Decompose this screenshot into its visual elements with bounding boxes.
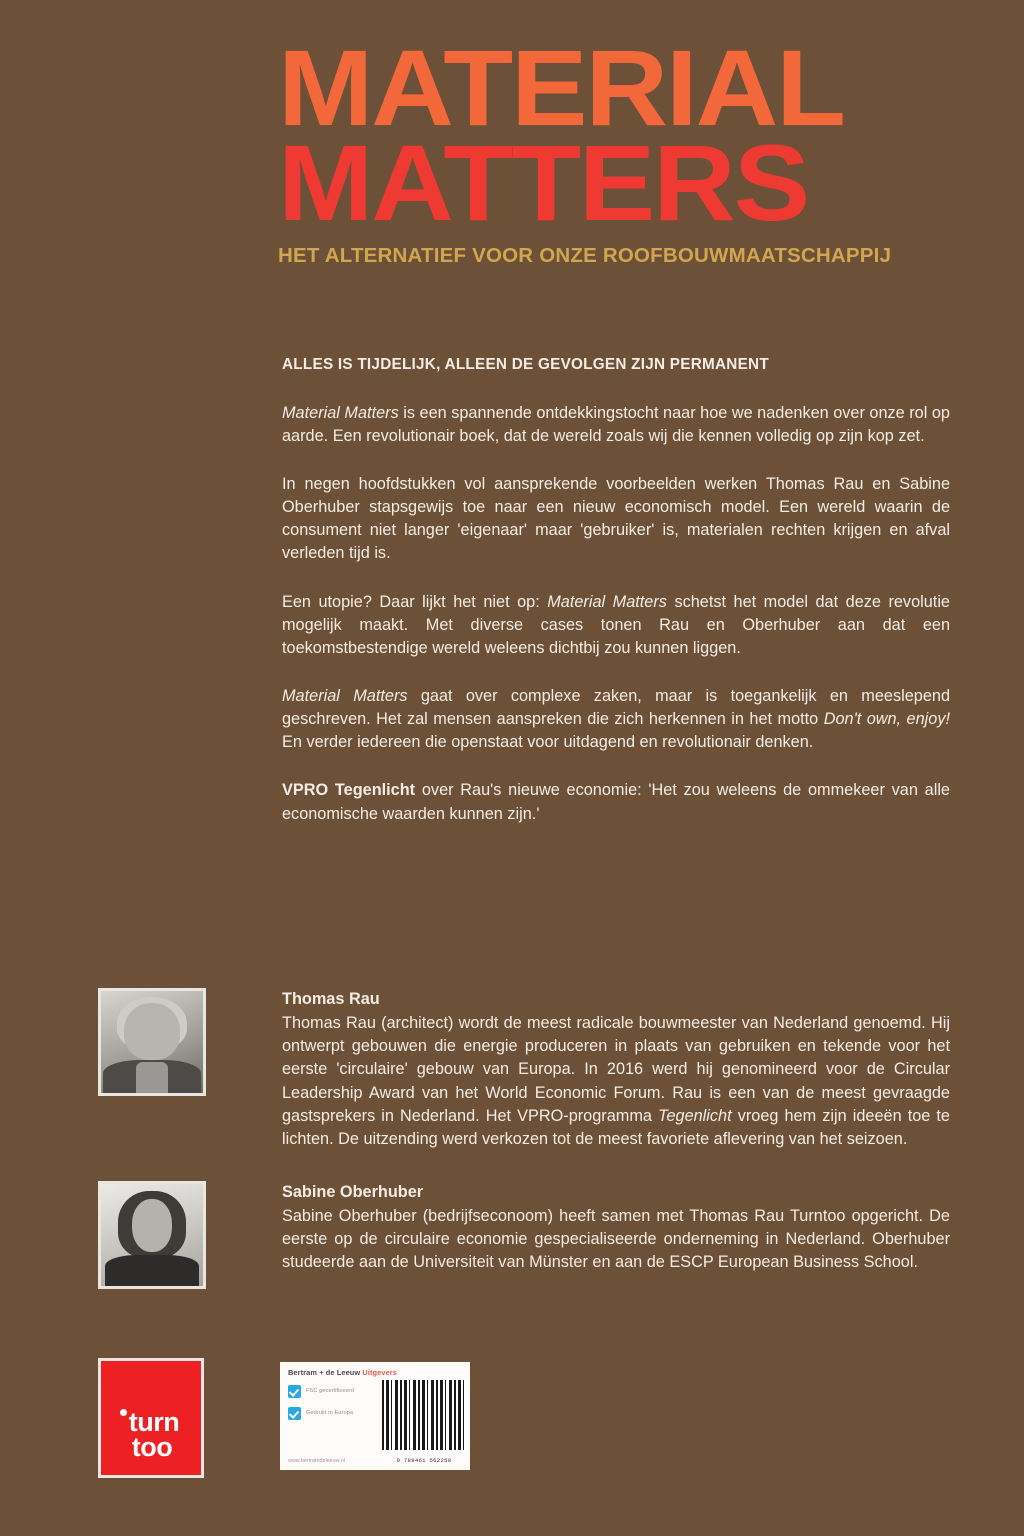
- turntoo-logo: [98, 1358, 204, 1478]
- blurb-paragraph: Material Matters is een spannende ontdekkingstocht naar hoe we nadenken over onze rol op aarde. Een revolutionair boek, dat de wereld zoals wij die kennen volledig op zijn kop zet.: [282, 403, 950, 445]
- author-photo-frame: [98, 1181, 206, 1289]
- blurb-paragraph: Een utopie? Daar lijkt het niet op: Material Matters schetst het model dat deze revolutie mogelijk maakt. Met diverse cases tonen Rau en Oberhuber aan dat een toekomstbestendige wereld weleens dichtbij zou kunnen liggen.: [282, 592, 950, 657]
- barcode-digits: 9 789461 562258: [396, 1457, 452, 1464]
- publisher-name-text: Bertram + de Leeuw: [288, 1368, 361, 1377]
- check-badge-icon: [288, 1407, 301, 1420]
- author-bio-text: [282, 1181, 950, 1275]
- cover-subtitle: HET ALTERNATIEF VOOR ONZE ROOFBOUWMAATSCHAPPIJ: [278, 243, 892, 267]
- author-name: Sabine Oberhuber: [282, 1182, 424, 1201]
- author-bio-thomas-rau: [98, 988, 950, 1151]
- publisher-url: www.bertramdeleeuw.nl: [288, 1458, 345, 1464]
- turntoo-logo-field: [101, 1361, 201, 1475]
- eco-label: Gedrukt in Europa: [306, 1410, 354, 1416]
- author-bio-paragraph: Sabine Oberhuber (bedrijfseconoom) heeft samen met Thomas Rau Turntoo opgericht. De eerste op de circulaire economie gespecialiseerde onderneming in Nederland. Oberhuber studeerde aan de Universiteit van Münster en aan de ESCP European Business School.: [282, 1207, 950, 1272]
- publisher-name: [288, 1368, 462, 1377]
- publisher-imprint-text: Uitgevers: [362, 1368, 397, 1377]
- cover-footer: [98, 1358, 950, 1482]
- blurb-paragraph: VPRO Tegenlicht over Rau's nieuwe economie: 'Het zou weleens de ommekeer van alle economische waarden kunnen zijn.': [282, 781, 950, 823]
- check-badge-icon: [288, 1385, 301, 1398]
- eco-label: FSC gecertificeerd: [306, 1388, 355, 1394]
- author-name: Thomas Rau: [282, 990, 380, 1008]
- publisher-barcode-block: [280, 1362, 470, 1470]
- blurb-tagline: ALLES IS TIJDELIJK, ALLEEN DE GEVOLGEN ZIJN PERMANENT: [282, 356, 769, 373]
- portrait-thomas-rau-icon: [101, 991, 203, 1093]
- title-line-material: MATERIAL: [278, 27, 844, 148]
- portrait-sabine-oberhuber-icon: [101, 1184, 203, 1286]
- blurb-paragraph-list: [282, 402, 950, 826]
- back-cover-blurb: [282, 354, 950, 826]
- author-bios: [98, 988, 950, 1289]
- turntoo-logo-line1: turn: [128, 1406, 180, 1437]
- barcode-icon: [382, 1380, 466, 1450]
- title-line-matters: MATTERS: [278, 121, 808, 243]
- blurb-paragraph: In negen hoofdstukken vol aansprekende voorbeelden werken Thomas Rau en Sabine Oberhuber stapsgewijs toe naar een nieuw economisch model. Een wereld waarin de consument niet langer 'eigenaar' maar 'gebruiker' is, materialen rechten krijgen en afval verleden tijd is.: [282, 475, 950, 563]
- author-bio-paragraph: Thomas Rau (architect) wordt de meest radicale bouwmeester van Nederland genoemd. Hij ontwerpt gebouwen die energie produceren in plaats van gebruiken en tekende voor het eerste 'circulaire' gebouw van Europa. In 2016 werd hij genomineerd voor de Circular Leadership Award van het World Economic Forum. Rau is een van de meest gevraagde gastsprekers in Nederland. Het VPRO-programma Tegenlicht vroeg hem zijn ideeën toe te lichten. De uitzending werd verkozen tot de meest favoriete aflevering van het seizoen.: [282, 1014, 950, 1148]
- turntoo-logo-line2: too: [131, 1431, 173, 1462]
- author-photo-frame: [98, 988, 206, 1096]
- blurb-paragraph: Material Matters gaat over complexe zaken, maar is toegankelijk en meeslepend geschreven. Het zal mensen aanspreken die zich herkennen in het motto Don't own, enjoy! En verder iedereen die openstaat voor uitdagend en revolutionair denken.: [282, 686, 951, 752]
- cover-title-block: [278, 27, 950, 268]
- author-bio-text: [282, 988, 950, 1151]
- author-bio-sabine-oberhuber: [98, 1181, 950, 1289]
